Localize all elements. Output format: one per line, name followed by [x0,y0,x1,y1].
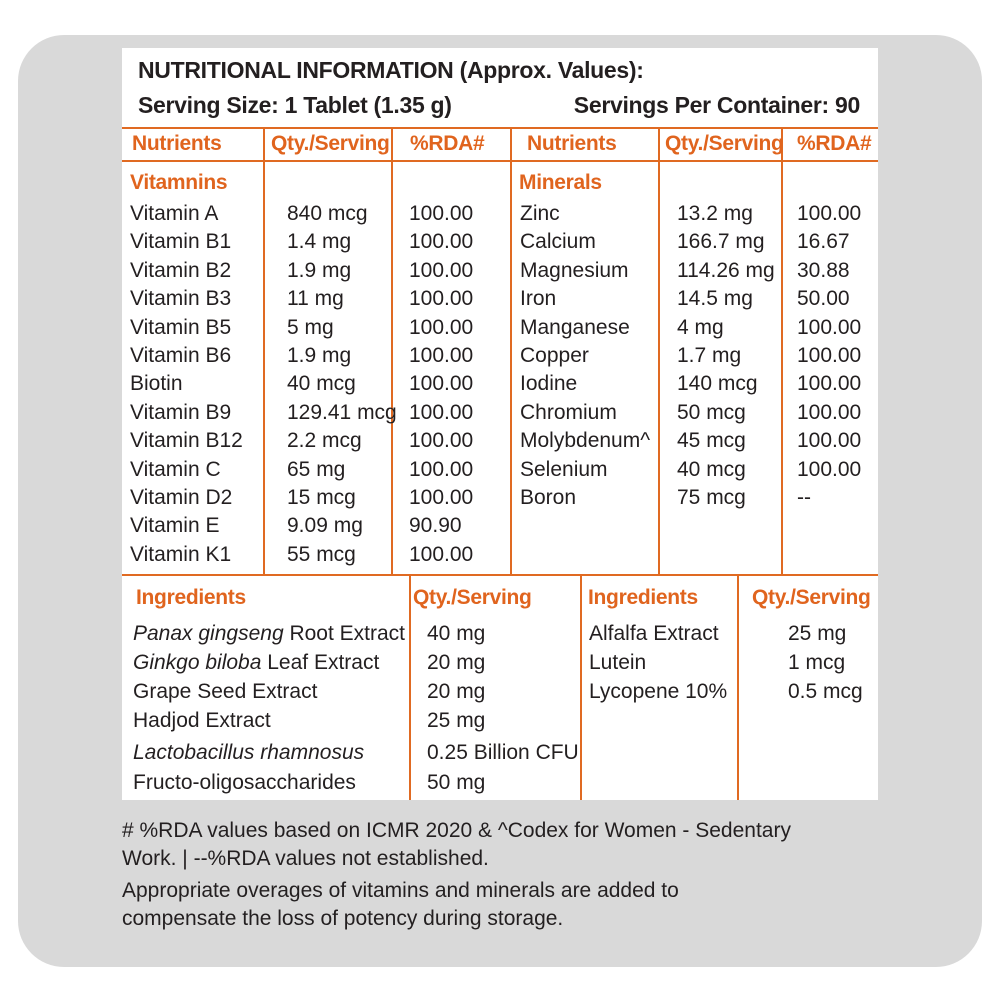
ingredients-divider-2 [580,574,582,800]
minerals-col-rda: %RDA# [797,132,872,155]
ingredient-plain-name: Root Extract [283,622,406,645]
vitamin-rda: 100.00 [409,400,474,424]
vitamin-rda: 100.00 [409,315,474,339]
table-header-rule [122,160,878,162]
ingredient-name [133,619,405,648]
vitamins-divider-1 [263,127,265,575]
vitamin-qty: 11 mg [287,287,344,311]
vitamin-rda: 100.00 [409,258,474,282]
mineral-rda: 100.00 [797,429,862,453]
vitamin-name: Vitamin B9 [130,400,232,424]
ingredients-left-col-name: Ingredients [136,586,246,609]
vitamin-qty: 55 mcg [287,542,356,566]
vitamin-rda: 100.00 [409,429,474,453]
vitamins-col-qty: Qty./Serving [271,132,390,155]
vitamins-group-label: Vitamnins [130,171,228,194]
vitamin-name: Vitamin A [130,202,219,225]
mineral-name: Calcium [520,230,596,254]
ingredient-qty: 20 mg [427,680,486,703]
minerals-name-column [520,200,650,512]
mineral-qty: 50 mcg [677,400,746,424]
vitamin-qty: 65 mg [287,457,346,481]
vitamin-rda: 100.00 [409,372,474,396]
ingredients-top-rule [122,574,878,576]
vitamin-qty: 5 mg [287,315,334,339]
mineral-name: Zinc [520,202,560,225]
ingredient-name [133,735,405,768]
ingredients-divider-3 [737,574,739,800]
vitamin-name: Vitamin B5 [130,315,232,339]
ingredients-right-qty-column [788,619,863,706]
ingredients-right-col-name: Ingredients [588,586,698,609]
ingredient-plain-name: Fructo-oligosaccharides [133,771,356,794]
mineral-qty: 166.7 mg [677,230,765,254]
mineral-rda: 100.00 [797,372,862,396]
vitamin-name: Vitamin B12 [130,429,243,453]
minerals-divider-2 [781,127,783,575]
ingredients-left-qty-column [427,619,579,797]
ingredients-right-name-column [589,619,727,706]
ingredient-qty: 0.5 mcg [788,680,863,703]
vitamin-rda: 100.00 [409,457,474,481]
mineral-qty: 13.2 mg [677,202,753,225]
ingredients-left-name-column [133,619,405,797]
mineral-qty: 140 mcg [677,372,758,396]
vitamin-name: Vitamin C [130,457,221,481]
ingredient-plain-name: Leaf Extract [261,651,380,674]
ingredient-name [133,706,405,735]
minerals-col-qty: Qty./Serving [665,132,784,155]
vitamin-rda: 100.00 [409,343,474,367]
ingredient-name: Alfalfa Extract [589,622,719,645]
vitamin-name: Vitamin B1 [130,230,232,254]
vitamin-qty: 15 mcg [287,485,356,509]
vitamin-qty: 9.09 mg [287,514,363,538]
mineral-qty: 40 mcg [677,457,746,481]
mineral-name: Chromium [520,400,617,424]
mineral-rda: 100.00 [797,400,862,424]
ingredient-qty: 20 mg [427,651,486,674]
footnote-rda-not-established: Work. | --%RDA values not established. [122,847,489,870]
footnote-rda-basis: # %RDA values based on ICMR 2020 & ^Codex for Women - Sedentary [122,819,791,842]
ingredient-qty: 25 mg [427,709,486,732]
mineral-name: Iodine [520,372,578,396]
vitamins-col-rda: %RDA# [410,132,485,155]
mineral-rda: 100.00 [797,315,862,339]
mineral-qty: 14.5 mg [677,287,753,311]
mineral-qty: 75 mcg [677,485,746,509]
vitamin-qty: 129.41 mcg [287,400,397,424]
ingredient-plain-name: Hadjod Extract [133,709,271,732]
mineral-rda: 30.88 [797,258,850,282]
mineral-name: Iron [520,287,557,311]
vitamin-name: Vitamin B3 [130,287,232,311]
tables-divider [510,127,512,575]
vitamin-qty: 40 mcg [287,372,356,396]
vitamins-name-column [130,200,243,569]
vitamin-name: Vitamin B2 [130,258,232,282]
mineral-qty: 45 mcg [677,429,746,453]
ingredients-divider-1 [409,574,411,800]
mineral-name: Boron [520,485,577,509]
mineral-rda: 100.00 [797,457,862,481]
ingredient-name [133,648,405,677]
ingredient-italic-name: Ginkgo biloba [133,651,262,674]
vitamin-qty: 1.9 mg [287,258,352,282]
vitamin-rda: 100.00 [409,542,474,566]
minerals-qty-column [677,200,775,512]
mineral-name: Selenium [520,457,608,481]
ingredient-qty: 0.25 Billion CFU [427,741,579,764]
ingredient-italic-name: Lactobacillus rhamnosus [133,741,365,764]
mineral-name: Copper [520,343,589,367]
serving-size: Serving Size: 1 Tablet (1.35 g) [138,92,452,118]
vitamin-qty: 1.4 mg [287,230,352,254]
footnote-overages: Appropriate overages of vitamins and minerals are added to [122,879,679,902]
minerals-divider-1 [658,127,660,575]
ingredient-qty: 1 mcg [788,651,846,674]
ingredient-name [133,768,405,797]
ingredients-right-col-qty: Qty./Serving [752,586,871,609]
vitamins-col-nutrients: Nutrients [132,132,222,155]
vitamins-qty-column [287,200,397,569]
vitamin-rda: 90.90 [409,514,462,538]
mineral-name: Manganese [520,315,630,339]
ingredient-name [133,677,405,706]
ingredient-name: Lutein [589,651,647,674]
vitamin-name: Vitamin E [130,514,220,538]
mineral-name: Magnesium [520,258,629,282]
footnote-potency: compensate the loss of potency during storage. [122,907,564,930]
vitamins-rda-column [409,200,473,569]
mineral-name: Molybdenum^ [520,429,651,453]
ingredient-qty: 40 mg [427,622,486,645]
mineral-rda: 100.00 [797,343,862,367]
vitamin-qty: 2.2 mcg [287,429,362,453]
vitamin-rda: 100.00 [409,230,474,254]
ingredient-italic-name: Panax gingseng [133,622,284,645]
minerals-rda-column [797,200,861,512]
mineral-rda: 100.00 [797,202,862,225]
minerals-col-nutrients: Nutrients [527,132,617,155]
vitamin-name: Vitamin B6 [130,343,232,367]
vitamin-rda: 100.00 [409,202,474,225]
vitamin-qty: 840 mcg [287,202,368,225]
mineral-qty: 1.7 mg [677,343,742,367]
nutrition-title: NUTRITIONAL INFORMATION (Approx. Values): [138,57,644,83]
mineral-rda: 50.00 [797,287,850,311]
ingredient-qty: 25 mg [788,622,847,645]
vitamin-rda: 100.00 [409,287,474,311]
ingredient-plain-name: Grape Seed Extract [133,680,318,703]
mineral-rda: -- [797,485,811,509]
ingredients-left-col-qty: Qty./Serving [413,586,532,609]
mineral-rda: 16.67 [797,230,850,254]
vitamin-name: Vitamin K1 [130,542,232,566]
mineral-qty: 4 mg [677,315,724,339]
mineral-qty: 114.26 mg [677,258,775,282]
servings-per-container: Servings Per Container: 90 [573,92,860,118]
vitamin-name: Vitamin D2 [130,485,233,509]
table-top-rule [122,127,878,129]
ingredient-qty: 50 mg [427,771,486,794]
vitamin-name: Biotin [130,372,183,396]
vitamin-qty: 1.9 mg [287,343,352,367]
minerals-group-label: Minerals [519,171,602,194]
vitamin-rda: 100.00 [409,485,474,509]
ingredient-name: Lycopene 10% [589,680,728,703]
